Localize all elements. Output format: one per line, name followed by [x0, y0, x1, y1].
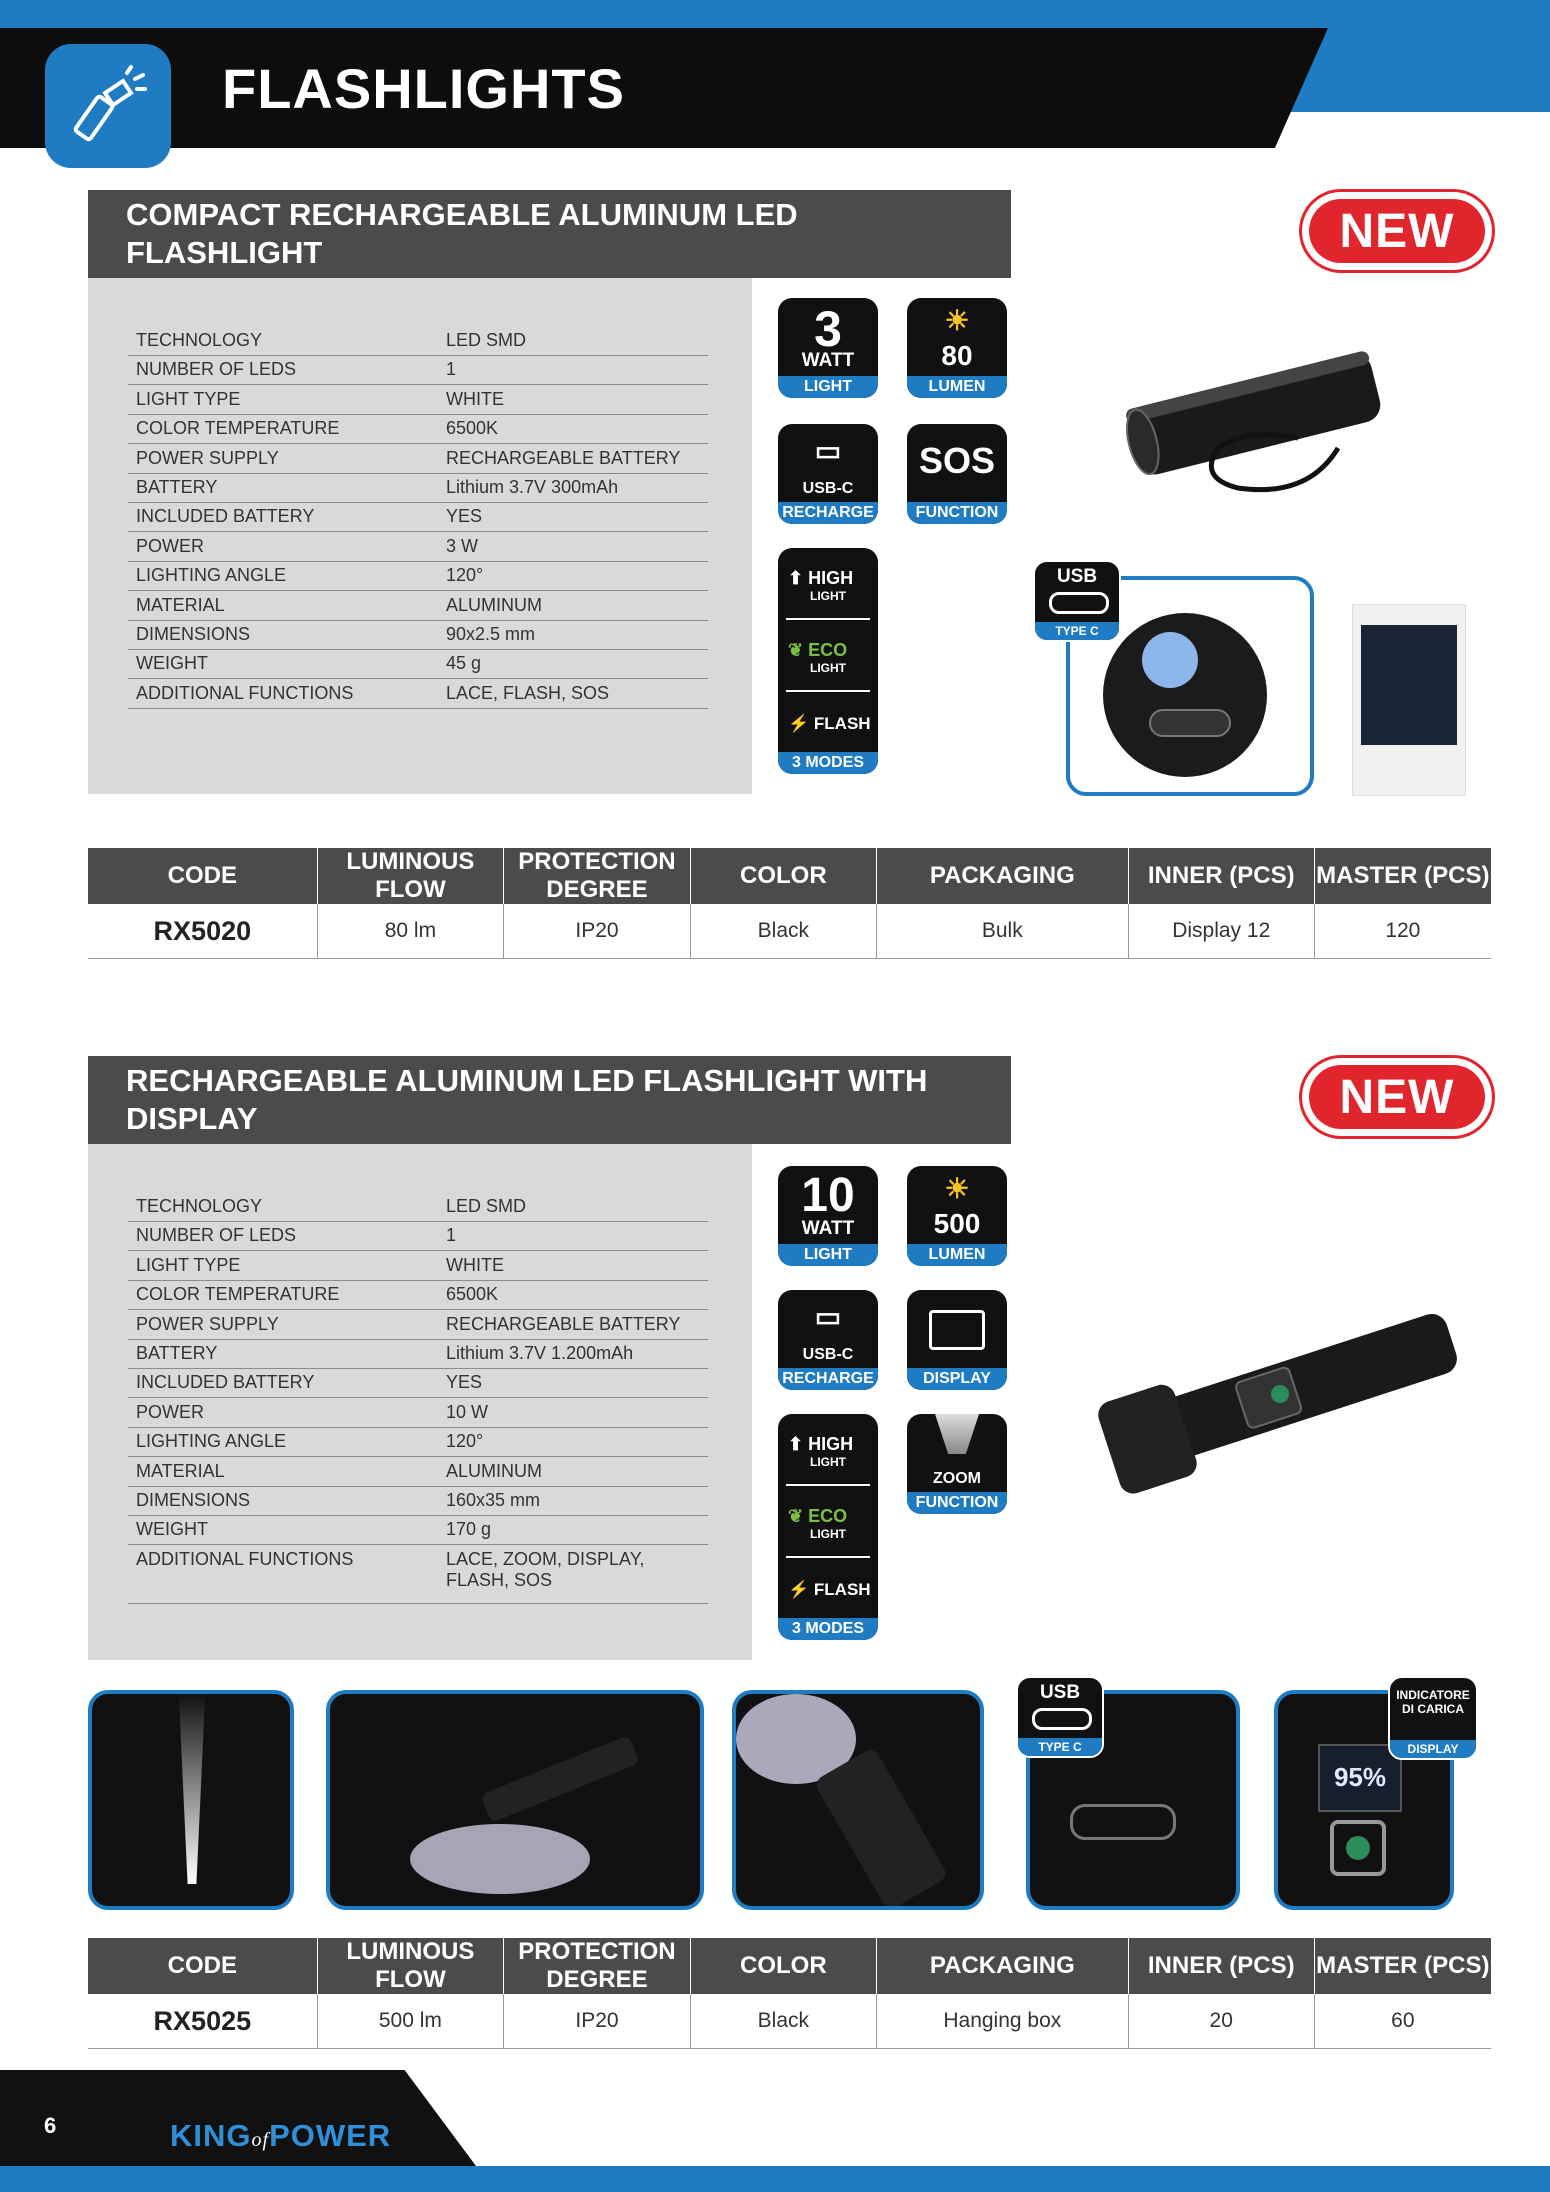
usb-type-c-tag	[1016, 1676, 1104, 1758]
flash-label: FLASH	[813, 1580, 871, 1599]
arrow-up-icon: ⬆	[788, 568, 804, 588]
spec-value: LACE, FLASH, SOS	[446, 682, 610, 703]
spec-key: LIGHT TYPE	[136, 1254, 241, 1275]
watt-caption: LIGHT	[778, 1244, 878, 1266]
spec-key: MATERIAL	[136, 594, 225, 615]
light-spot	[410, 1824, 590, 1894]
flashlight-head-photo	[732, 1690, 984, 1910]
spec-row	[128, 1545, 708, 1604]
column-header: COLOR	[690, 848, 876, 904]
flash-icon: ⚡	[788, 714, 810, 733]
spec-key: POWER SUPPLY	[136, 1313, 279, 1334]
spec-key: LIGHT TYPE	[136, 388, 241, 409]
spec-key: ADDITIONAL FUNCTIONS	[136, 682, 354, 703]
watt-caption: LIGHT	[778, 376, 878, 398]
spec-value: 10 W	[446, 1401, 489, 1422]
spec-row	[128, 679, 708, 709]
sun-icon: ☀	[944, 1173, 970, 1204]
spec-panel	[88, 1144, 752, 1660]
spec-key: BATTERY	[136, 1343, 218, 1363]
lumen-caption: LUMEN	[907, 1244, 1007, 1266]
table-cell: IP20	[504, 904, 691, 959]
spec-key: DIMENSIONS	[136, 624, 251, 644]
spec-value: 45 g	[446, 653, 482, 674]
product-title: RECHARGEABLE ALUMINUM LED FLASHLIGHT WITH DISPLAY	[126, 1063, 928, 1136]
usb-c-port-icon	[1070, 1804, 1176, 1840]
flashlight-shape	[480, 1735, 640, 1823]
spec-value: WHITE	[446, 388, 504, 409]
spec-row	[128, 1486, 708, 1516]
high-label: HIGH	[808, 568, 854, 588]
spec-value: YES	[446, 506, 483, 527]
modes-caption: 3 MODES	[778, 752, 878, 774]
flashlight-product-image	[1080, 1284, 1480, 1494]
column-header: PACKAGING	[876, 1938, 1128, 1994]
spec-row	[128, 502, 708, 532]
eco-mode	[788, 1506, 847, 1541]
spec-value: LED SMD	[446, 330, 527, 350]
spec-value: 120°	[446, 565, 484, 586]
spec-row	[128, 1310, 708, 1340]
spec-row	[128, 532, 708, 562]
column-header: INNER (PCS)	[1128, 848, 1314, 904]
spec-key: POWER	[136, 1401, 205, 1422]
table-cell: IP20	[504, 1994, 691, 2049]
spec-value: Lithium 3.7V 1.200mAh	[446, 1343, 634, 1363]
spec-value: LED SMD	[446, 1196, 527, 1216]
spec-key: NUMBER OF LEDS	[136, 1225, 297, 1246]
spec-row	[128, 1251, 708, 1281]
page-title: FLASHLIGHTS	[222, 57, 625, 120]
product-code: RX5025	[88, 1994, 317, 2049]
spec-key: ADDITIONAL FUNCTIONS	[136, 1548, 354, 1569]
charge-tag-caption: DISPLAY	[1390, 1740, 1476, 1758]
spec-key: BATTERY	[136, 477, 218, 497]
column-header: CODE	[88, 1938, 317, 1994]
brand-part: KING	[170, 2118, 252, 2153]
zoom-badge	[907, 1414, 1007, 1514]
display-box-image	[1352, 604, 1466, 796]
column-header: LUMINOUS FLOW	[317, 1938, 503, 1994]
spec-key: INCLUDED BATTERY	[136, 506, 315, 527]
divider	[786, 618, 870, 620]
spec-value: 6500K	[446, 1284, 499, 1305]
lumen-badge	[907, 1166, 1007, 1266]
sos-caption: FUNCTION	[907, 502, 1007, 524]
table-cell: 80 lm	[317, 904, 503, 959]
column-header: PROTECTION DEGREE	[504, 1938, 691, 1994]
watt-value: 3	[814, 301, 842, 357]
spec-row	[128, 385, 708, 415]
high-mode	[788, 1434, 853, 1469]
beam-photo	[88, 1690, 294, 1910]
spec-row	[128, 1339, 708, 1369]
product-code: RX5020	[88, 904, 317, 959]
table-cell: 20	[1128, 1994, 1314, 2049]
usb-c-label: USB-C	[802, 1346, 854, 1363]
flash-label: FLASH	[813, 714, 871, 733]
column-header: INNER (PCS)	[1128, 1938, 1314, 1994]
spec-value: 170 g	[446, 1519, 492, 1540]
spec-row	[128, 591, 708, 621]
spec-value: 6500K	[446, 418, 499, 439]
spec-value: 1	[446, 359, 457, 380]
usb-tag-label: USB	[1039, 1682, 1081, 1703]
eco-sublabel: LIGHT	[810, 1527, 846, 1541]
usb-tag-caption: TYPE C	[1035, 622, 1119, 640]
spec-row	[128, 1515, 708, 1545]
spec-key: MATERIAL	[136, 1460, 225, 1481]
spec-value: ALUMINUM	[446, 594, 543, 615]
product-table	[88, 1938, 1491, 2049]
column-header: COLOR	[690, 1938, 876, 1994]
spec-value: 3 W	[446, 535, 479, 556]
column-header: CODE	[88, 848, 317, 904]
high-sublabel: LIGHT	[810, 589, 846, 603]
charge-tag-label: INDICATORE DI CARICA	[1396, 1688, 1470, 1716]
spec-row	[128, 1280, 708, 1310]
usb-type-c-tag	[1033, 560, 1121, 642]
spec-value: 160x35 mm	[446, 1490, 541, 1510]
divider	[786, 1484, 870, 1486]
spec-key: TECHNOLOGY	[136, 330, 263, 350]
power-button	[1330, 1820, 1386, 1876]
zoom-caption: FUNCTION	[907, 1492, 1007, 1514]
spec-row	[128, 473, 708, 503]
top-right-stripe	[1290, 0, 1550, 112]
spec-row	[128, 326, 708, 356]
eco-label: ECO	[808, 1506, 848, 1526]
new-badge-label: NEW	[1339, 204, 1455, 258]
new-badge	[1302, 1058, 1492, 1136]
light-beam	[170, 1694, 214, 1884]
product-title-bar	[88, 190, 1011, 278]
zoom-label: ZOOM	[933, 1470, 981, 1487]
watt-value: 10	[801, 1169, 855, 1222]
header-band	[0, 28, 1328, 148]
usb-c-port-icon	[1032, 1708, 1092, 1730]
table-cell: Black	[690, 1994, 876, 2049]
spec-value: YES	[446, 1372, 483, 1393]
spec-key: NUMBER OF LEDS	[136, 359, 297, 380]
eco-label: ECO	[808, 640, 848, 660]
spec-key: DIMENSIONS	[136, 1490, 251, 1510]
flashlight-icon	[45, 44, 171, 168]
flashlight-product-image	[1098, 318, 1418, 528]
high-label: HIGH	[808, 1434, 854, 1454]
spec-value: WHITE	[446, 1254, 504, 1275]
brand-of: of	[251, 2129, 270, 2151]
spec-value: RECHARGEABLE BATTERY	[446, 1313, 681, 1334]
flashlight-shape	[813, 1747, 949, 1910]
usb-tag-caption: TYPE C	[1018, 1738, 1102, 1756]
battery-charge-icon: ▭	[814, 1301, 842, 1332]
footer-stripe	[0, 2166, 1550, 2192]
table-cell: Black	[690, 904, 876, 959]
charge-value: 95%	[1333, 1762, 1387, 1792]
brand-logo	[170, 2118, 391, 2154]
spec-value: Lithium 3.7V 300mAh	[446, 477, 619, 497]
lumen-value: 80	[941, 340, 973, 371]
spec-row	[128, 649, 708, 679]
usb-c-caption: RECHARGE	[778, 502, 878, 524]
spec-value: 1	[446, 1225, 457, 1246]
usb-tag-label: USB	[1056, 566, 1098, 587]
spec-row	[128, 1398, 708, 1428]
watt-unit: WATT	[801, 350, 855, 371]
spec-key: WEIGHT	[136, 1519, 208, 1540]
watt-unit: WATT	[801, 1218, 855, 1239]
high-sublabel: LIGHT	[810, 1455, 846, 1469]
leaf-icon: ❦	[788, 640, 804, 660]
display-box-front	[1361, 625, 1457, 745]
usb-c-port-icon	[1049, 592, 1109, 614]
spec-panel	[88, 278, 752, 794]
column-header: PACKAGING	[876, 848, 1128, 904]
flash-mode	[788, 1580, 871, 1600]
battery-charge-icon: ▭	[814, 435, 842, 466]
display-badge	[907, 1290, 1007, 1390]
leaf-icon: ❦	[788, 1506, 804, 1526]
brand-part: POWER	[269, 2118, 392, 2153]
modes-caption: 3 MODES	[778, 1618, 878, 1640]
flash-icon: ⚡	[788, 1580, 810, 1599]
product-title: COMPACT RECHARGEABLE ALUMINUM LED FLASHLIGHT	[126, 197, 798, 270]
power-button-center	[1346, 1836, 1370, 1860]
table-cell: 500 lm	[317, 1994, 503, 2049]
spec-row	[128, 561, 708, 591]
eco-sublabel: LIGHT	[810, 661, 846, 675]
flash-mode	[788, 714, 871, 734]
lumen-value: 500	[933, 1208, 981, 1239]
usb-c-label: USB-C	[802, 480, 854, 497]
spec-key: POWER SUPPLY	[136, 447, 279, 468]
lumen-badge	[907, 298, 1007, 398]
sos-badge	[907, 424, 1007, 524]
usb-c-badge	[778, 1290, 878, 1390]
spec-value: RECHARGEABLE BATTERY	[446, 447, 681, 468]
spec-key: INCLUDED BATTERY	[136, 1372, 315, 1393]
table-cell: Display 12	[1128, 904, 1314, 959]
spec-row	[128, 620, 708, 650]
spec-key: LIGHTING ANGLE	[136, 1431, 287, 1452]
usb-c-caption: RECHARGE	[778, 1368, 878, 1390]
column-header: MASTER (PCS)	[1314, 1938, 1491, 1994]
spec-value: LACE, ZOOM, DISPLAY, FLASH, SOS	[446, 1548, 645, 1590]
spec-row	[128, 444, 708, 474]
spec-row	[128, 414, 708, 444]
product-title-bar	[88, 1056, 1011, 1144]
spec-row	[128, 1427, 708, 1457]
lumen-caption: LUMEN	[907, 376, 1007, 398]
sun-icon: ☀	[944, 305, 970, 336]
usb-c-badge	[778, 424, 878, 524]
column-header: LUMINOUS FLOW	[317, 848, 503, 904]
product-table	[88, 848, 1491, 959]
display-caption: DISPLAY	[907, 1368, 1007, 1390]
column-header: PROTECTION DEGREE	[504, 848, 691, 904]
spec-key: LIGHTING ANGLE	[136, 565, 287, 586]
divider	[786, 1556, 870, 1558]
table-cell: Hanging box	[876, 1994, 1128, 2049]
new-badge-label: NEW	[1339, 1070, 1455, 1124]
spec-key: POWER	[136, 535, 205, 556]
spec-key: WEIGHT	[136, 653, 208, 674]
arrow-up-icon: ⬆	[788, 1434, 804, 1454]
spec-key: TECHNOLOGY	[136, 1196, 263, 1216]
table-cell: Bulk	[876, 904, 1128, 959]
spec-row	[128, 1368, 708, 1398]
modes-badge	[778, 548, 878, 774]
high-mode	[788, 568, 853, 603]
flashlight-in-dark-photo	[326, 1690, 704, 1910]
spec-row	[128, 1457, 708, 1487]
spec-value: 120°	[446, 1431, 484, 1452]
watt-badge	[778, 1166, 878, 1266]
page-number: 6	[44, 2113, 57, 2138]
new-badge	[1302, 192, 1492, 270]
eco-mode	[788, 640, 847, 675]
zoom-beam-icon	[935, 1414, 979, 1454]
table-cell: 120	[1314, 904, 1491, 959]
spec-row	[128, 1192, 708, 1222]
screen-icon	[929, 1310, 985, 1350]
watt-badge	[778, 298, 878, 398]
sos-label: SOS	[918, 440, 996, 481]
spec-value: 90x2.5 mm	[446, 624, 536, 644]
spec-key: COLOR TEMPERATURE	[136, 1284, 340, 1305]
divider	[786, 690, 870, 692]
table-cell: 60	[1314, 1994, 1491, 2049]
spec-row	[128, 1221, 708, 1251]
spec-key: COLOR TEMPERATURE	[136, 418, 340, 439]
column-header: MASTER (PCS)	[1314, 848, 1491, 904]
charge-indicator-tag	[1388, 1676, 1478, 1760]
modes-badge	[778, 1414, 878, 1640]
spec-row	[128, 355, 708, 385]
spec-value: ALUMINUM	[446, 1460, 543, 1481]
